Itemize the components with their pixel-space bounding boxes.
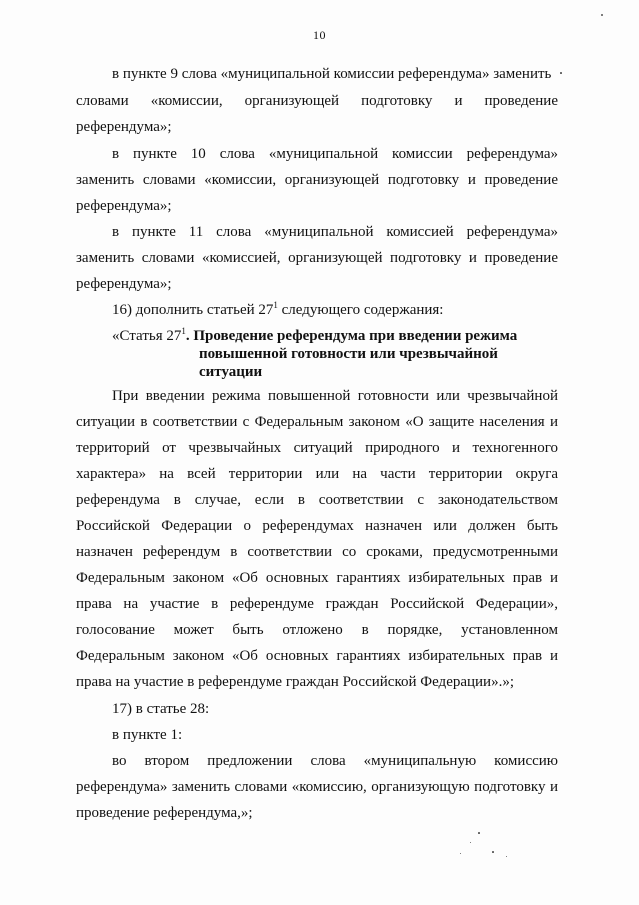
body-line-3: территорий от чрезвычайных ситуаций природного и техногенного (76, 440, 558, 456)
item-16-text-end: следующего содержания: (277, 302, 444, 318)
scan-speck (560, 72, 562, 74)
body-line-1: При введении режима повышенной готовности или чрезвычайной (112, 388, 558, 404)
body-line-4: характера» на всей территории или на части территории округа (76, 466, 558, 482)
body-line-8: Федеральным законом «Об основных гарантиях избирательных прав и (76, 570, 558, 586)
item-17: 17) в статье 28: (112, 701, 210, 717)
article-title-line2: повышенной готовности или чрезвычайной (199, 346, 498, 362)
final-line1: во втором предложении слова «муниципальную комиссию (112, 753, 558, 769)
para2-line2: заменить словами «комиссии, организующей подготовку и проведение (76, 172, 558, 188)
body-line-5: референдума в случае, если в соответствии с законодательством (76, 492, 558, 508)
article-superscript: 1 (181, 326, 186, 336)
article-heading-line1 (112, 328, 517, 345)
scan-speck (601, 14, 603, 16)
scan-speck (492, 851, 494, 853)
para3-line1: в пункте 11 слова «муниципальной комиссией референдума» (112, 224, 558, 240)
scan-speck (506, 856, 507, 857)
scan-speck (470, 842, 471, 843)
body-line-12: права на участие в референдуме граждан Российской Федерации».»; (76, 674, 515, 690)
body-line-7: назначен референдум в соответствии со сроками, предусмотренными (76, 544, 558, 560)
para3-line2: заменить словами «комиссией, организующей подготовку и проведение (76, 250, 558, 266)
body-line-2: ситуации в соответствии с Федеральным законом «О защите населения и (76, 414, 558, 430)
para3-line3: референдума»; (76, 276, 172, 292)
body-line-6: Российской Федерации о референдумах назначен или должен быть (76, 518, 558, 534)
page-number: 10 (313, 28, 326, 42)
para1-line2: словами «комиссии, организующей подготовку и проведение (76, 93, 558, 109)
para2-line1: в пункте 10 слова «муниципальной комиссии референдума» (112, 146, 558, 162)
article-title: . Проведение референдума при введении режима (185, 328, 518, 344)
item-16-text: 16) дополнить статьей 27 (112, 302, 274, 318)
item-16-superscript: 1 (273, 300, 278, 310)
article-title-line3: ситуации (199, 364, 263, 380)
point-1: в пункте 1: (112, 727, 183, 743)
article-prefix: «Статья 27 (112, 328, 182, 344)
final-line2: референдума» заменить словами «комиссию, организующую подготовку и (76, 779, 558, 795)
para1-line3: референдума»; (76, 119, 172, 135)
final-line3: проведение референдума,»; (76, 805, 253, 821)
para1-line1: в пункте 9 слова «муниципальной комиссии референдума» заменить (112, 66, 552, 82)
scan-speck (478, 832, 480, 834)
body-line-10: голосование может быть отложено в порядке, установленном (76, 622, 558, 638)
body-line-9: права на участие в референдуме граждан Российской Федерации», (76, 596, 558, 612)
item-16 (112, 302, 443, 319)
para2-line3: референдума»; (76, 198, 172, 214)
scan-speck (460, 853, 461, 854)
body-line-11: Федеральным законом «Об основных гарантиях избирательных прав и (76, 648, 558, 664)
